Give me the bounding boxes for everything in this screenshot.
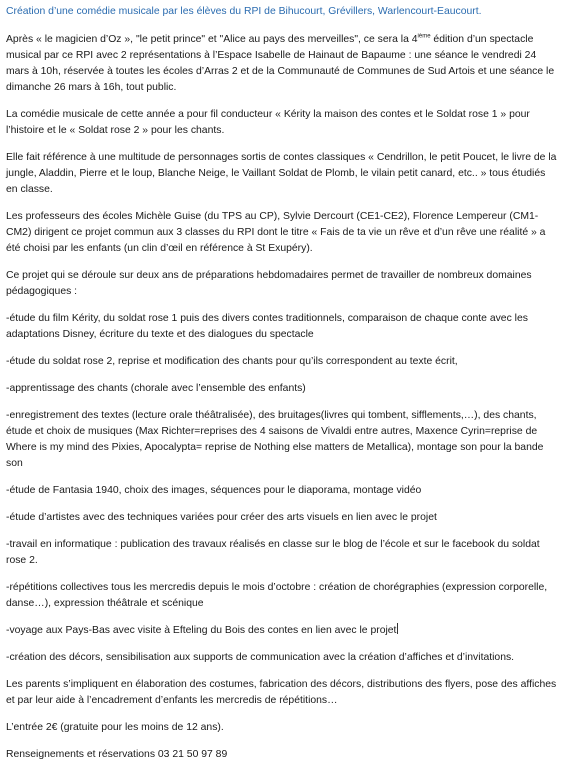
list-item-recording: -enregistrement des textes (lecture orale théâtralisée), des bruitages(livres qui tombent, sifflements,…), des chants, étude et choix de musiques (Max Richter=reprises des 4 saisons de Vivaldi entre autres, Maxence Cyrin=reprise de Where is my mind des Pixies, Apocalypta= reprise de Nothing else matters de Metallica), montage son pour la bande son xyxy=(6,410,544,469)
list-item-fantasia: -étude de Fantasia 1940, choix des images, séquences pour le diaporama, montage vidéo xyxy=(6,485,422,496)
text-cursor xyxy=(397,623,398,634)
paragraph-price: L’entrée 2€ (gratuite pour les moins de 12 ans). xyxy=(6,722,224,733)
ordinal-superscript: ième xyxy=(417,33,431,40)
paragraph-contact: Renseignements et réservations 03 21 50 97 89 xyxy=(6,749,228,760)
paragraph-characters: Elle fait référence à une multitude de personnages sortis de contes classiques « Cendrillon, le petit Poucet, le livre de la jungle, Aladdin, Pierre et le loup, Blanche Neige, le Vaillant Soldat de Plomb, le vilain petit canard, etc.. » tous étudiés en classe. xyxy=(6,152,557,195)
list-item-decor: -création des décors, sensibilisation aux supports de communication avec la création d’affiches et d’invitations. xyxy=(6,652,515,663)
paragraph-project: Ce projet qui se déroule sur deux ans de préparations hebdomadaires permet de travailler de nombreux domaines pédagogiques : xyxy=(6,270,532,297)
intro-text-end: édition d’un spectacle musical par ce RPI avec 2 représentations à l’Espace Isabelle de Hainaut de Bapaume : une séance le vendredi 24 mars à 10h, réservée à toutes les écoles d’Arras 2 et de la Communauté de Communes de Sud Artois et une séance le dimanche 26 mars à 16h, tout public. xyxy=(6,34,555,93)
trip-text: -voyage aux Pays-Bas avec visite à Efteling du Bois des contes en lien avec le projet xyxy=(6,625,397,636)
intro-paragraph xyxy=(6,32,559,96)
list-item-rehearsals: -répétitions collectives tous les mercredis depuis le mois d’octobre : création de chorégraphies (expression corporelle, danse…), expression théâtrale et scénique xyxy=(6,582,548,609)
list-item-computing: -travail en informatique : publication des travaux réalisés en classe sur le blog de l’école et sur le facebook du soldat rose 2. xyxy=(6,539,540,566)
list-item-songs: -apprentissage des chants (chorale avec l’ensemble des enfants) xyxy=(6,383,306,394)
paragraph-teachers: Les professeurs des écoles Michèle Guise (du TPS au CP), Sylvie Dercourt (CE1-CE2), Florence Lempereur (CM1-CM2) dirigent ce projet commun aux 3 classes du RPI dont le titre « Fais de ta vie un rêve et d’un rêve une réalité » a été choisi par les enfants (un clin d’œil en référence à St Exupéry). xyxy=(6,211,546,254)
list-item-artists: -étude d’artistes avec des techniques variées pour créer des arts visuels en lien avec le projet xyxy=(6,512,437,523)
intro-text-start: Après « le magicien d’Oz », "le petit prince" et "Alice au pays des merveilles", ce sera la 4 xyxy=(6,34,418,45)
list-item-film-study: -étude du film Kérity, du soldat rose 1 puis des divers contes traditionnels, comparaison de chaque conte avec les adaptations Disney, écriture du texte et des dialogues du spectacle xyxy=(6,313,528,340)
paragraph-parents: Les parents s’impliquent en élaboration des costumes, fabrication des décors, distributions des flyers, pose des affiches et par leur aide à l’encadrement d’enfants les mercredis de répétitions… xyxy=(6,679,557,706)
document-title: Création d’une comédie musicale par les élèves du RPI de Bihucourt, Grévillers, Warlencourt-Eaucourt. xyxy=(6,6,482,17)
paragraph-theme: La comédie musicale de cette année a pour fil conducteur « Kérity la maison des contes et le Soldat rose 1 » pour l’histoire et le « Soldat rose 2 » pour les chants. xyxy=(6,109,530,136)
list-item-trip xyxy=(6,623,559,639)
list-item-soldat-rose-2: -étude du soldat rose 2, reprise et modification des chants pour qu’ils correspondent au texte écrit, xyxy=(6,356,458,367)
